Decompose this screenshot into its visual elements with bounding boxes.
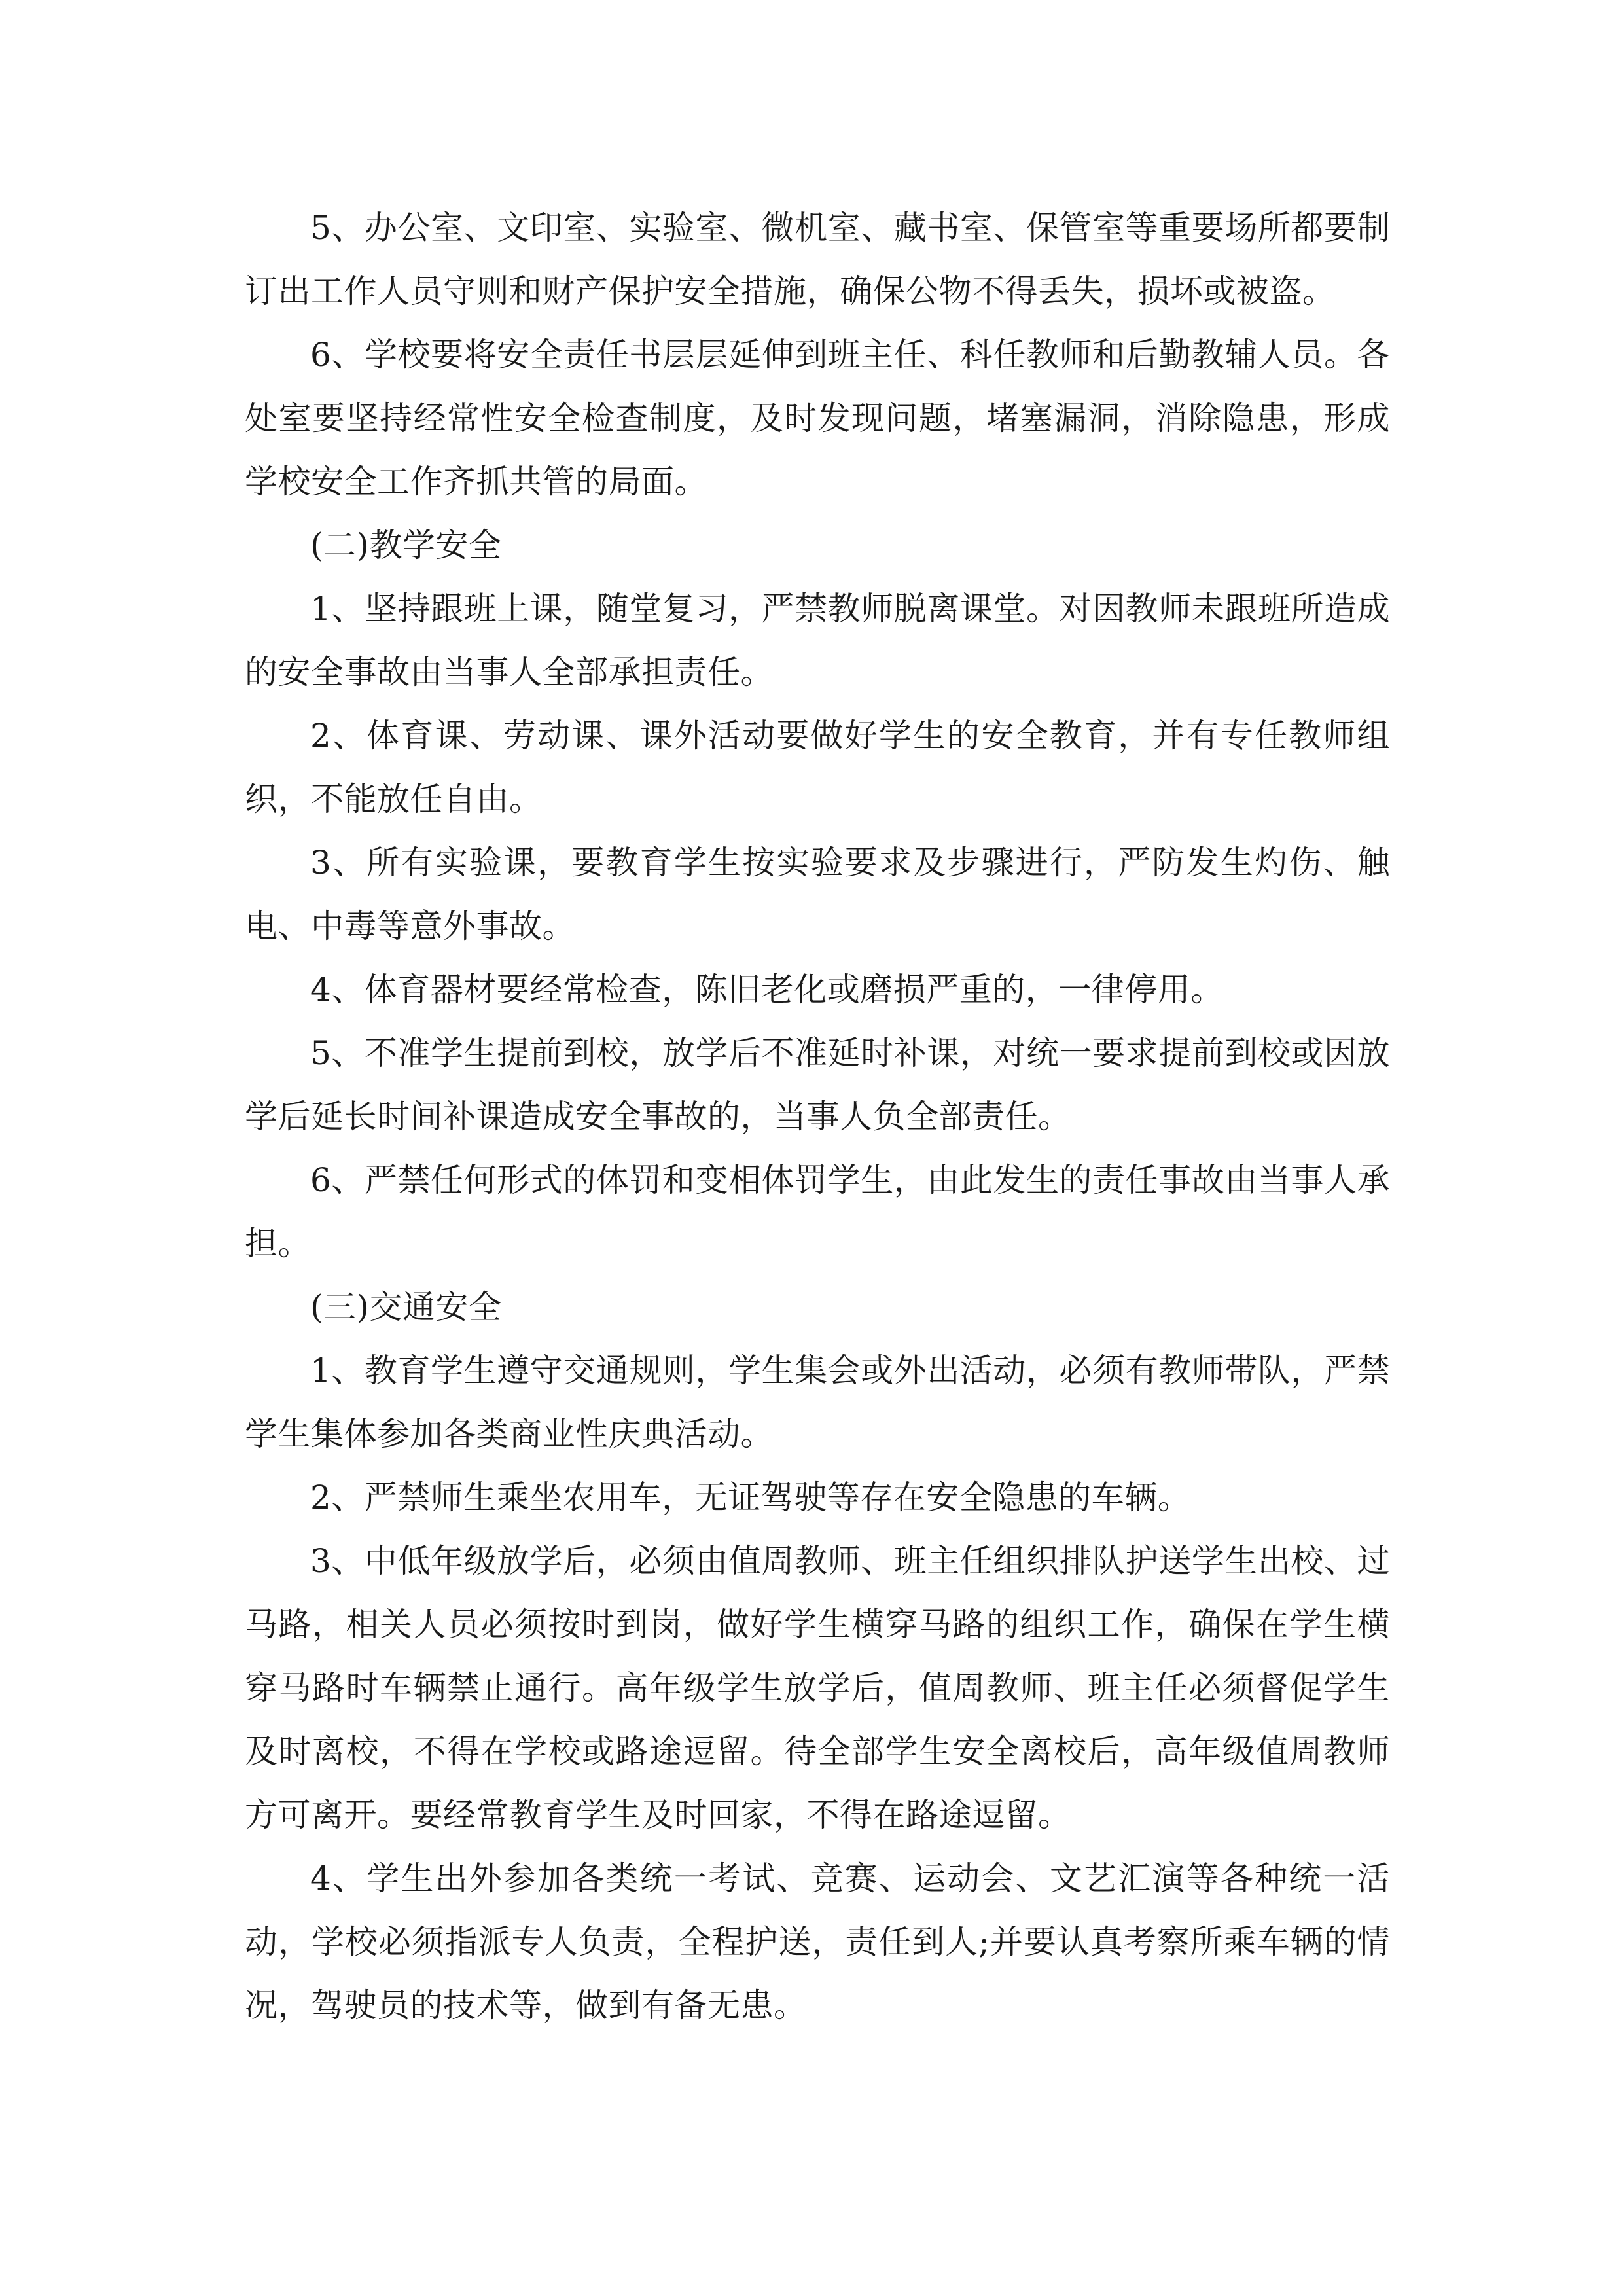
paragraph: 2、严禁师生乘坐农用车，无证驾驶等存在安全隐患的车辆。 [310,1479,1191,1516]
paragraph: 5、不准学生提前到校，放学后不准延时补课，对统一要求提前到校或因放学后延长时间补课造成安全事故的，当事人负全部责任。 [245,1034,1390,1136]
paragraph: 2、体育课、劳动课、课外活动要做好学生的安全教育，并有专任教师组织，不能放任自由。 [245,717,1390,818]
paragraph: 3、所有实验课，要教育学生按实验要求及步骤进行，严防发生灼伤、触电、中毒等意外事故。 [245,844,1390,945]
paragraph: 6、学校要将安全责任书层层延伸到班主任、科任教师和后勤教辅人员。各处室要坚持经常性安全检查制度，及时发现问题，堵塞漏洞，消除隐患，形成学校安全工作齐抓共管的局面。 [245,336,1390,501]
paragraph: 6、严禁任何形式的体罚和变相体罚学生，由此发生的责任事故由当事人承担。 [245,1161,1390,1263]
paragraph: 3、中低年级放学后，必须由值周教师、班主任组织排队护送学生出校、过马路，相关人员必须按时到岗，做好学生横穿马路的组织工作，确保在学生横穿马路时车辆禁止通行。高年级学生放学后，值周教师、班主任必须督促学生及时离校，不得在学校或路途逗留。待全部学生安全离校后，高年级值周教师方可离开。要经常教育学生及时回家，不得在路途逗留。 [245,1542,1390,1834]
paragraph: 5、办公室、文印室、实验室、微机室、藏书室、保管室等重要场所都要制订出工作人员守则和财产保护安全措施，确保公物不得丢失，损坏或被盗。 [245,209,1390,310]
section-heading: (二)教学安全 [310,526,502,564]
document-body [245,196,1390,2037]
paragraph: 4、体育器材要经常检查，陈旧老化或磨损严重的，一律停用。 [310,971,1224,1009]
section-heading: (三)交通安全 [310,1288,502,1326]
paragraph: 4、学生出外参加各类统一考试、竞赛、运动会、文艺汇演等各种统一活动，学校必须指派专人负责，全程护送，责任到人;并要认真考察所乘车辆的情况，驾驶员的技术等，做到有备无患。 [245,1859,1390,2024]
paragraph: 1、教育学生遵守交通规则，学生集会或外出活动，必须有教师带队，严禁学生集体参加各类商业性庆典活动。 [245,1352,1390,1453]
paragraph: 1、坚持跟班上课，随堂复习，严禁教师脱离课堂。对因教师未跟班所造成的安全事故由当事人全部承担责任。 [245,590,1390,691]
